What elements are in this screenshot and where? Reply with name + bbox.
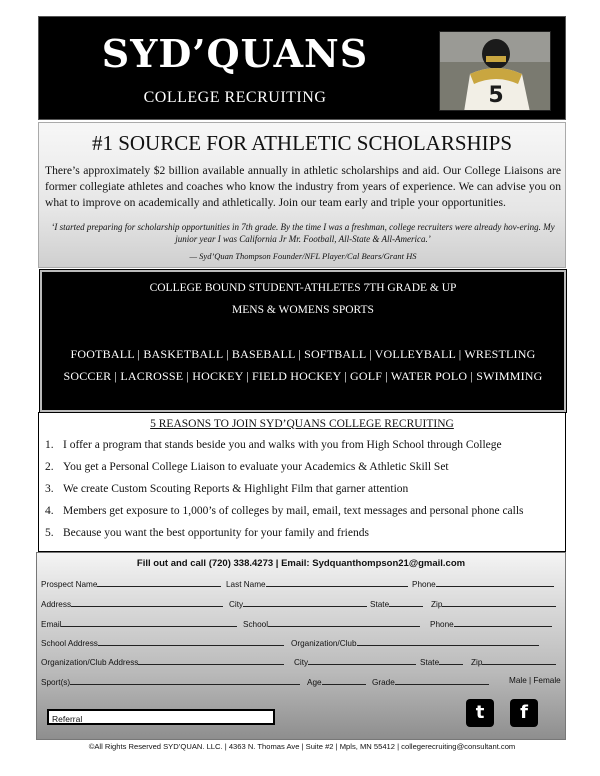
intro-paragraph: There’s approximately $2 billion available annually in athletic scholarships and aid. Our College Liaisons are former collegiate athletes and coaches who know the industry from years of experience. We can advise you on what to improve on academically and athletically. Join our team early and triple your opportunities. xyxy=(45,164,561,209)
list-item xyxy=(45,527,561,539)
organization-club-address-input[interactable] xyxy=(138,656,284,665)
footer-copyright: ©All Rights Reserved SYD’QUAN. LLC. | 4363 N. Thomas Ave | Suite #2 | Mpls, MN 55412 | collegerecruiting@consultant.com xyxy=(88,742,516,751)
list-item-number: 2. xyxy=(45,461,54,473)
club-zip-input[interactable] xyxy=(482,656,556,665)
school-address-field[interactable] xyxy=(41,637,284,648)
form-title: Fill out and call (720) 338.4273 | Email: Sydquanthompson21@gmail.com xyxy=(136,558,466,569)
organization-club-address-label: Organization/Club Address xyxy=(41,658,139,667)
email-field[interactable] xyxy=(41,618,237,629)
email-label: Email xyxy=(41,620,62,629)
city-label: City xyxy=(229,600,244,609)
sports-input[interactable] xyxy=(70,676,300,685)
last-name-label: Last Name xyxy=(226,580,266,589)
age-label: Age xyxy=(307,678,322,687)
school-label: School xyxy=(243,620,269,629)
zip-label: Zip xyxy=(431,600,443,609)
headline: #1 SOURCE FOR ATHLETIC SCHOLARSHIPS xyxy=(91,131,513,155)
city-field[interactable] xyxy=(229,598,367,609)
list-item-number: 4. xyxy=(45,505,54,517)
list-item-number: 5. xyxy=(45,527,54,539)
state-label: State xyxy=(370,600,390,609)
sports-section xyxy=(40,270,566,412)
club-state-label: State xyxy=(420,658,440,667)
facebook-icon[interactable]: f xyxy=(510,699,538,727)
last-name-field[interactable] xyxy=(226,578,408,589)
phone-field[interactable] xyxy=(412,578,554,589)
state-field[interactable] xyxy=(370,598,423,609)
list-item-text: I offer a program that stands beside you and walks with you from High School through College xyxy=(63,439,502,451)
school-input[interactable] xyxy=(268,618,420,627)
address-input[interactable] xyxy=(71,598,223,607)
brand-title: SYD’QUANS xyxy=(101,31,369,76)
signup-form xyxy=(36,552,566,740)
school-phone-label: Phone xyxy=(430,620,454,629)
brand-subtitle: COLLEGE RECRUITING xyxy=(143,89,327,106)
grade-label: Grade xyxy=(372,678,395,687)
sports-label: Sport(s) xyxy=(41,678,71,687)
club-city-input[interactable] xyxy=(308,656,416,665)
email-input[interactable] xyxy=(61,618,237,627)
age-field[interactable] xyxy=(307,676,366,687)
address-label: Address xyxy=(41,600,72,609)
reasons-title: 5 REASONS TO JOIN SYD’QUANS COLLEGE RECRUITING xyxy=(150,418,454,430)
city-input[interactable] xyxy=(243,598,367,607)
sports-category-line: MENS & WOMENS SPORTS xyxy=(232,304,374,316)
school-phone-input[interactable] xyxy=(454,618,552,627)
school-phone-field[interactable] xyxy=(430,618,552,629)
referral-input[interactable]: Referral xyxy=(47,709,275,725)
player-illustration xyxy=(440,32,551,111)
prospect-name-label: Prospect Name xyxy=(41,580,98,589)
zip-field[interactable] xyxy=(431,598,556,609)
grade-field[interactable] xyxy=(372,676,489,687)
list-item xyxy=(45,483,561,495)
sports-field[interactable] xyxy=(41,676,300,687)
organization-club-label: Organization/Club xyxy=(291,639,357,648)
list-item xyxy=(45,461,561,473)
twitter-icon[interactable]: t xyxy=(466,699,494,727)
header-banner xyxy=(38,16,566,120)
school-field[interactable] xyxy=(243,618,420,629)
club-state-field[interactable] xyxy=(420,656,463,667)
club-zip-field[interactable] xyxy=(471,656,556,667)
address-field[interactable] xyxy=(41,598,223,609)
football-player-photo xyxy=(439,31,551,111)
founder-quote: ‘I started preparing for scholarship opportunities in 7th grade. By the time I was a freshman, college recruiters were already hov-ering. My junior year I was California Jr Mr. Football, All-State & All-America.’ xyxy=(51,222,555,244)
list-item-text: Members get exposure to 1,000’s of colleges by mail, email, text messages and personal phone calls xyxy=(63,505,524,517)
list-item-text: We create Custom Scouting Reports & Highlight Film that garner attention xyxy=(63,483,409,495)
prospect-name-field[interactable] xyxy=(41,578,221,589)
phone-input[interactable] xyxy=(436,578,554,587)
club-zip-label: Zip xyxy=(471,658,483,667)
last-name-input[interactable] xyxy=(266,578,408,587)
reasons-section xyxy=(38,412,566,552)
school-address-label: School Address xyxy=(41,639,98,648)
list-item-text: Because you want the best opportunity for your family and friends xyxy=(63,527,369,539)
school-address-input[interactable] xyxy=(98,637,284,646)
prospect-name-input[interactable] xyxy=(97,578,221,587)
eligibility-line: COLLEGE BOUND STUDENT-ATHLETES 7TH GRADE & UP xyxy=(149,282,457,294)
grade-input[interactable] xyxy=(395,676,489,685)
sports-list-1: FOOTBALL | BASKETBALL | BASEBALL | SOFTBALL | VOLLEYBALL | WRESTLING xyxy=(70,347,536,361)
svg-text:5: 5 xyxy=(488,83,504,108)
list-item xyxy=(45,439,561,451)
organization-club-address-field[interactable] xyxy=(41,656,284,667)
list-item-number: 1. xyxy=(45,439,54,451)
gender-field[interactable] xyxy=(509,676,561,685)
age-input[interactable] xyxy=(322,676,366,685)
club-city-label: City xyxy=(294,658,309,667)
organization-club-field[interactable] xyxy=(291,637,539,648)
sports-list-2: SOCCER | LACROSSE | HOCKEY | FIELD HOCKEY | GOLF | WATER POLO | SWIMMING xyxy=(63,369,543,383)
zip-input[interactable] xyxy=(442,598,556,607)
intro-section xyxy=(38,122,566,268)
organization-club-input[interactable] xyxy=(357,637,539,646)
club-state-input[interactable] xyxy=(439,656,463,665)
club-city-field[interactable] xyxy=(294,656,416,667)
list-item-number: 3. xyxy=(45,483,54,495)
quote-author: — Syd’Quan Thompson Founder/NFL Player/Cal Bears/Grant HS xyxy=(189,251,417,261)
gender-label: Male | Female xyxy=(509,676,561,685)
phone-label: Phone xyxy=(412,580,436,589)
list-item xyxy=(45,505,561,517)
state-input[interactable] xyxy=(389,598,423,607)
list-item-text: You get a Personal College Liaison to evaluate your Academics & Athletic Skill Set xyxy=(63,461,449,473)
